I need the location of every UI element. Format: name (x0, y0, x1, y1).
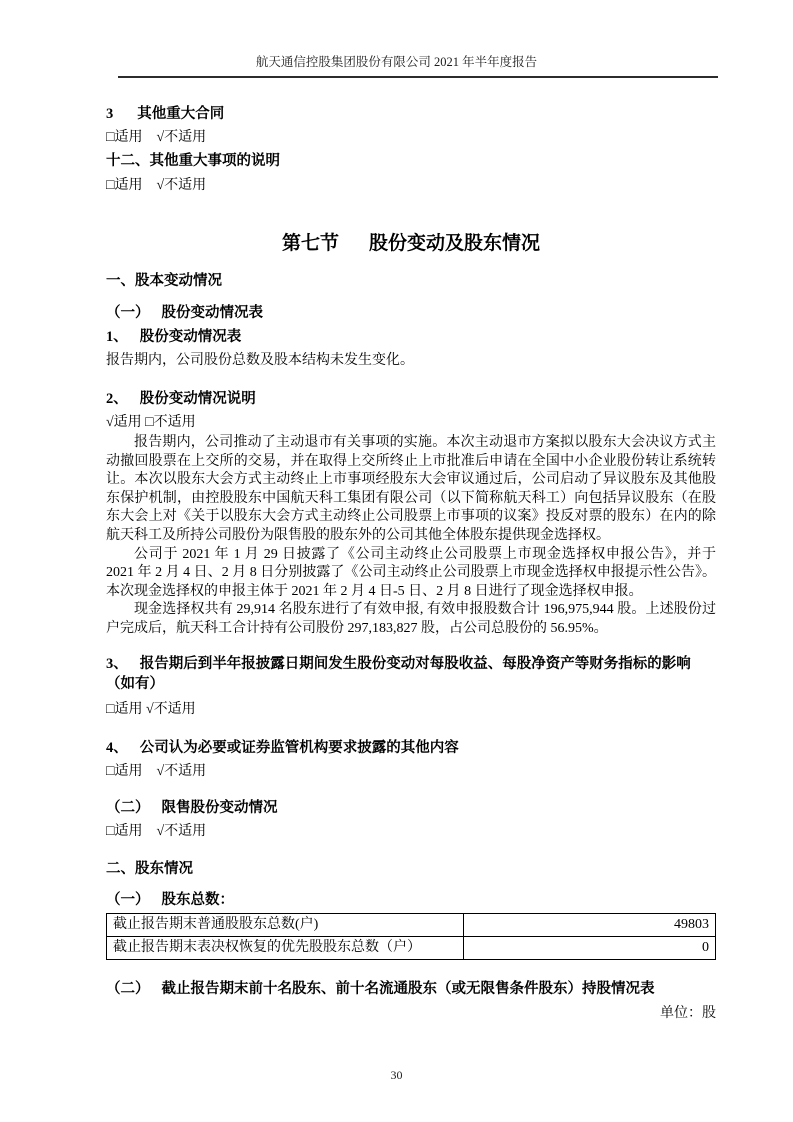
paragraph-delisting-plan: 报告期内，公司推动了主动退市有关事项的实施。本次主动退市方案拟以股东大会决议方式主动撤回股票在上交所的交易，并在取得上交所终止上市批准后申请在全国中小企业股份转让系统转让。本次以股东大会方式主动终止上市事项经股东大会审议通过后，公司启动了异议股东及其他股东保护机制，由控股股东中国航天科工集团有限公司（以下简称航天科工）向包括异议股东（在股东大会上对《关于以股东大会方式主动终止公司股票上市事项的议案》投反对票的股东）在内的除航天科工及所持公司股份为限售股的股东外的公司其他全体股东提供现金选择权。 (106, 435, 716, 543)
header-divider (118, 76, 718, 78)
heading-number: 3 (106, 106, 114, 122)
table-row (107, 913, 716, 936)
heading-number: 2、 (106, 391, 128, 407)
heading-item1 (106, 327, 716, 347)
applicability-line: □适用 √不适用 (106, 823, 207, 839)
heading-title: 公司认为必要或证券监管机构要求披露的其他内容 (139, 739, 459, 756)
row-value: 0 (464, 936, 716, 959)
shareholder-count-table (106, 913, 716, 960)
paragraph-cash-option-results: 现金选择权共有 29,914 名股东进行了有效申报, 有效申报股数合计 196,975,944 股。上述股份过户完成后，航天科工合计持有公司股份 297,183,827 股，占公司总股份的 56.95%。 (106, 602, 716, 636)
applicability-line: □适用 √不适用 (106, 763, 207, 779)
heading-title: 报告期后到半年报披露日期间发生股份变动对每股收益、每股净资产等财务指标的影响（如有） (106, 655, 691, 692)
running-header: 航天通信控股集团股份有限公司 2021 年半年度报告 (255, 55, 538, 69)
heading-number: 1、 (106, 329, 128, 345)
heading-title: 股东总数： (161, 891, 234, 908)
heading-share-capital-changes: 一、股本变动情况 (106, 273, 222, 289)
row-label: 截止报告期末普通股股东总数(户) (107, 913, 464, 936)
applicability-line: □适用 √不适用 (106, 130, 207, 145)
heading-number: （一） (106, 305, 150, 321)
heading-title: 其他重大合同 (137, 106, 225, 122)
heading-number: 3、 (106, 655, 128, 672)
page-number: 30 (390, 1068, 403, 1082)
heading-number: 4、 (106, 739, 128, 756)
chapter-number: 第七节 (281, 233, 339, 254)
heading-title: 股份变动情况说明 (139, 391, 256, 407)
applicability-line: □适用 √不适用 (106, 701, 196, 717)
chapter-title (106, 231, 716, 257)
heading-share-change-table (106, 303, 716, 323)
row-label: 截止报告期末表决权恢复的优先股股东总数（户） (107, 936, 464, 959)
row-value: 49803 (464, 913, 716, 936)
item1-body-text: 报告期内，公司股份总数及股本结构未发生变化。 (106, 353, 414, 368)
heading-other-major-matters: 十二、其他重大事项的说明 (106, 153, 280, 169)
heading-number: （二） (106, 799, 150, 816)
chapter-title-text: 股份变动及股东情况 (369, 233, 541, 254)
heading-shareholder-total (106, 890, 716, 910)
heading-title: 股份变动情况表 (139, 329, 242, 345)
applicability-line: □适用 √不适用 (106, 178, 207, 193)
heading-item2 (106, 389, 716, 409)
heading-number: （二） (106, 980, 150, 997)
heading-title: 截止报告期末前十名股东、前十名流通股东（或无限售条件股东）持股情况表 (161, 980, 655, 997)
heading-title: 股份变动情况表 (161, 305, 263, 321)
heading-top10-shareholders (106, 979, 716, 999)
heading-item3 (106, 654, 716, 694)
heading-shareholder-situation: 二、股东情况 (106, 860, 193, 877)
heading-number: （一） (106, 891, 150, 908)
page-content (106, 104, 716, 1023)
heading-title: 限售股份变动情况 (161, 799, 278, 816)
heading-restricted-shares (106, 798, 716, 818)
heading-item4 (106, 738, 716, 758)
heading-other-major-contracts (106, 104, 716, 124)
table-row (107, 936, 716, 959)
paragraph-cash-option-announcements: 公司于 2021 年 1 月 29 日披露了《公司主动终止公司股票上市现金选择权申报公告》，并于 2021 年 2 月 4 日、2 月 8 日分别披露了《公司主动终止公司股票上市现金选择权申报提示性公告》。本次现金选择权的申报主体于 2021 年 2 月 4 日-5 日、2 月 8 日进行了现金选择权申报。 (106, 546, 716, 599)
unit-note: 单位：股 (660, 1005, 716, 1021)
applicability-line: √适用 □不适用 (106, 415, 196, 430)
